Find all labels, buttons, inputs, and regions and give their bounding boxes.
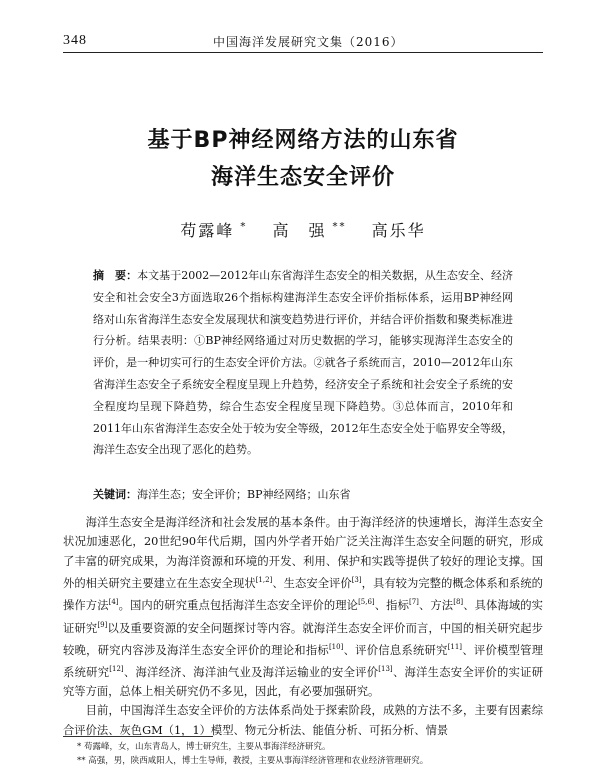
author: [366, 221, 432, 240]
text-run: 、海洋经济、海洋油气业及海洋运输业的安全评价: [123, 665, 379, 679]
paragraph: [63, 513, 543, 701]
paragraph: 目前，中国海洋生态安全评价的方法体系尚处于探索阶段，成熟的方法不多，主要有因素综合评价法、灰色GM（1，1）模型、物元分析法、能值分析、可拓分析、情景: [63, 704, 543, 737]
footnote: * 苟露峰，女，山东青岛人，博士研究生，主要从事海洋经济研究。: [77, 742, 331, 752]
text-run: ，具有较为完整的概念体系和系统的操作方法: [63, 576, 543, 613]
citation: [8]: [453, 598, 464, 607]
citation: [4]: [108, 598, 119, 607]
text-run: 、评价信息系统研究: [343, 643, 448, 657]
citation: [13]: [378, 664, 393, 673]
title-line-1: 基于BP神经网络方法的山东省: [147, 128, 459, 153]
text-run: 、评价模型管理系统研究: [63, 643, 543, 679]
keywords-label: 关键词：: [93, 488, 137, 501]
footnote-divider: [63, 736, 213, 737]
citation: [12]: [109, 664, 124, 673]
author-name: 高乐华: [371, 221, 426, 240]
text-run: 、海洋生态安全评价的实证研究等方面，总体上相关研究仍不多见，因此，有必要加强研究。: [63, 665, 543, 699]
author-mark: **: [332, 221, 347, 233]
citation: [1,2]: [255, 576, 273, 585]
author: [266, 221, 346, 240]
text-run: 、生态安全评价: [272, 576, 352, 590]
text-run: 、具体海域的实证研究: [63, 599, 543, 635]
page-number: 348: [63, 33, 87, 48]
citation: [9]: [97, 620, 108, 629]
title-line-2: 海洋生态安全评价: [210, 165, 395, 190]
citation: [3]: [351, 576, 362, 585]
author-name: 苟露峰: [180, 221, 235, 240]
abstract-text: 本文基于2002—2012年山东省海洋生态安全的相关数据，从生态安全、经济安全和社会安全3方面选取26个指标构建海洋生态安全评价指标体系，运用BP神经网络对山东省海洋生态安全发展现状和演变趋势进行评价，并结合评价指数和聚类标准进行分析。结果表明：①BP神经网络通过对历史数据的学习，能够实现海洋生态安全的评价，是一种切实可行的生态安全评价方法。②就各子系统而言，2010—2012年山东省海洋生态安全子系统安全程度呈现上升趋势，经济安全子系统和社会安全子系统的安全程度均呈现下降趋势，综合生态安全程度呈现下降趋势。③总体而言，2010年和2011年山东省海洋生态安全处于较为安全等级，2012年生态安全处于临界安全等级，海洋生态安全出现了恶化的趋势。: [93, 269, 513, 457]
text-run: 、方法: [418, 599, 454, 613]
footnote: ** 高强，男，陕西咸阳人，博士生导师，教授，主要从事海洋经济管理和农业经济管理研究。: [77, 756, 429, 766]
header-divider: [63, 52, 543, 53]
keywords: [93, 485, 513, 505]
paper-title: [63, 122, 543, 196]
body-text: [63, 513, 543, 740]
citation: [11]: [447, 642, 463, 651]
abstract: [93, 265, 513, 461]
author-mark: *: [240, 221, 248, 233]
author: [174, 221, 247, 240]
text-run: 海洋生态安全是海洋经济和社会发展的基本条件。由于海洋经济的快速增长，海洋生态安全状况加速恶化，20世纪90年代后期，国内外学者开始广泛关注海洋生态安全问题的研究，形成了丰富的研究成果，为海洋资源和环境的开发、利用、保护和实践等提供了较好的理论支撑。国外的相关研究主要建立在生态安全现状: [63, 516, 543, 590]
text-run: 以及重要资源的安全问题探讨等内容。就海洋生态安全评价而言，中国的相关研究起步较晚，研究内容涉及海洋生态安全评价的理论和指标: [63, 621, 543, 657]
text-run: 。国内的研究重点包括海洋生态安全评价的理论: [118, 599, 359, 613]
citation: [7]: [408, 598, 419, 607]
author-list: [63, 218, 543, 241]
abstract-label: 摘 要：: [93, 269, 138, 282]
text-run: 、指标: [374, 599, 409, 613]
running-header: [63, 33, 543, 51]
keywords-text: 海洋生态；安全评价；BP神经网络；山东省: [137, 488, 351, 501]
citation: [10]: [328, 642, 344, 651]
journal-title: 中国海洋发展研究文集（2016）: [213, 35, 404, 49]
footnotes: [63, 740, 543, 768]
citation: [5,6]: [358, 598, 375, 607]
author-name: 高 强: [272, 221, 327, 240]
